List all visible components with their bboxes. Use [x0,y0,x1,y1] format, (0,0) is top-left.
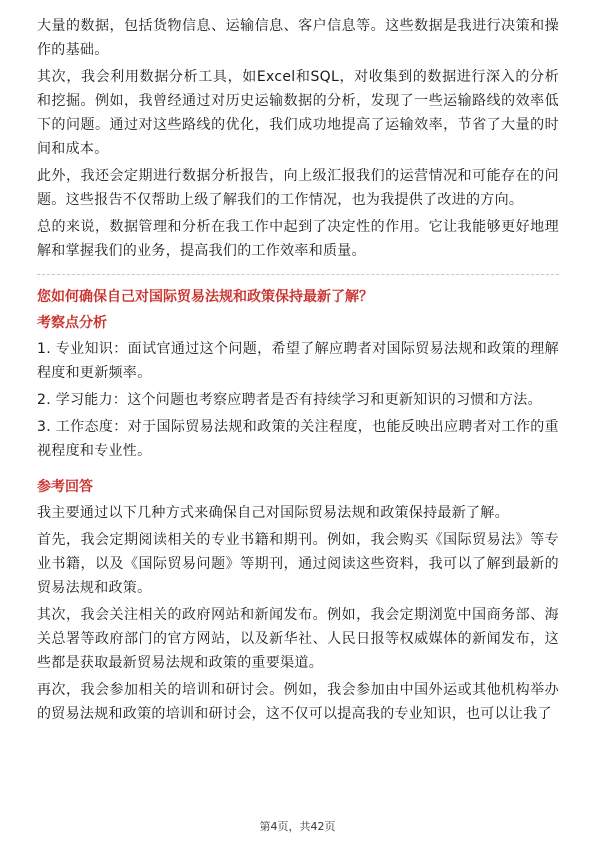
analysis-point: 1. 专业知识：面试官通过这个问题，希望了解应聘者对国际贸易法规和政策的理解程度和更新频率。 [37,341,559,381]
analysis-point: 3. 工作态度：对于国际贸易法规和政策的关注程度，也能反映出应聘者对工作的重视程度和专业性。 [37,419,559,459]
analysis-heading: 考察点分析 [37,315,107,331]
section-divider [37,274,559,275]
answer-paragraph: 再次，我会参加相关的培训和研讨会。例如，我会参加由中国外运或其他机构举办的贸易法规和政策的培训和研讨会，这不仅可以提高我的专业知识，也可以让我了 [37,682,559,722]
answer-heading: 参考回答 [37,479,93,495]
analysis-point: 2. 学习能力：这个问题也考察应聘者是否有持续学习和更新知识的习惯和方法。 [37,392,542,408]
body-paragraph: 此外，我还会定期进行数据分析报告，向上级汇报我们的运营情况和可能存在的问题。这些报告不仅帮助上级了解我们的工作情况，也为我提供了改进的方向。 [37,168,559,208]
answer-paragraph: 其次，我会关注相关的政府网站和新闻发布。例如，我会定期浏览中国商务部、海关总署等政府部门的官方网站，以及新华社、人民日报等权威媒体的新闻发布，这些都是获取最新贸易法规和政策的重要渠道。 [37,607,559,671]
question-heading: 您如何确保自己对国际贸易法规和政策保持最新了解？ [37,289,373,305]
body-paragraph: 总的来说，数据管理和分析在我工作中起到了决定性的作用。它让我能够更好地理解和掌握我们的业务，提高我们的工作效率和质量。 [37,219,559,259]
page-content [37,14,559,729]
answer-paragraph: 首先，我会定期阅读相关的专业书籍和期刊。例如，我会购买《国际贸易法》等专业书籍，以及《国际贸易问题》等期刊，通过阅读这些资料，我可以了解到最新的贸易法规和政策。 [37,532,559,596]
body-paragraph: 大量的数据，包括货物信息、运输信息、客户信息等。这些数据是我进行决策和操作的基础。 [37,18,559,58]
page-number: 第4页，共42页 [259,820,336,833]
answer-paragraph: 我主要通过以下几种方式来确保自己对国际贸易法规和政策保持最新了解。 [37,505,509,521]
body-paragraph: 其次，我会利用数据分析工具，如Excel和SQL，对收集到的数据进行深入的分析和挖掘。例如，我曾经通过对历史运输数据的分析，发现了一些运输路线的效率低下的问题。通过对这些路线的优化，我们成功地提高了运输效率，节省了大量的时间和成本。 [37,69,559,157]
